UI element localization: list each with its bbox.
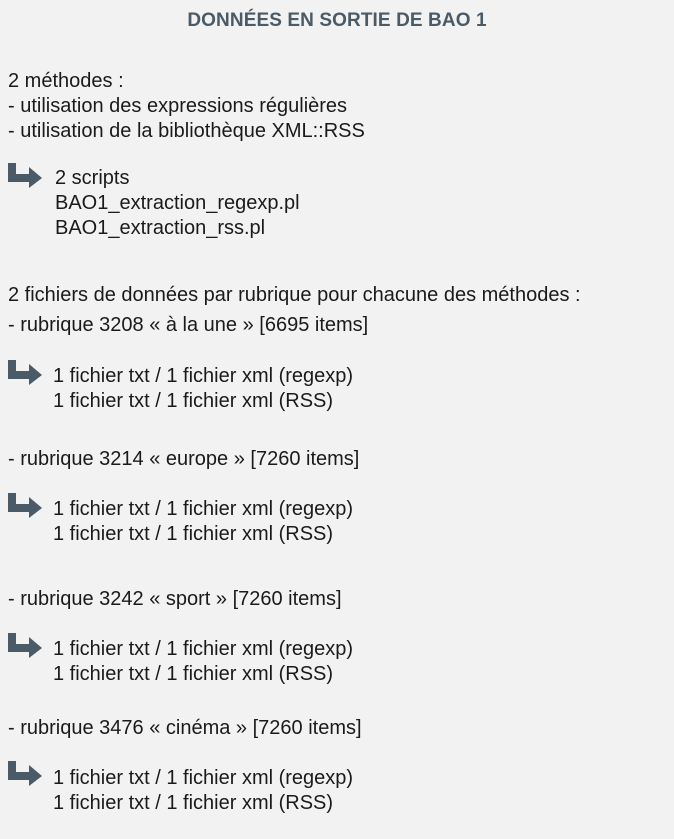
arrow-return-right-icon [7,359,43,385]
methods-heading: 2 méthodes : [8,70,124,92]
arrow-return-right-icon [7,760,43,786]
files-heading: 2 fichiers de données par rubrique pour chacune des méthodes : [8,284,581,306]
rubrique-3242-file-regexp: 1 fichier txt / 1 fichier xml (regexp) [53,638,354,660]
method-item-xml-rss: - utilisation de la bibliothèque XML::RSS [8,120,365,142]
arrow-return-right-icon [7,632,43,658]
rubrique-3208-label: - rubrique 3208 « à la une » [6695 items] [8,314,369,336]
script-regexp-filename: BAO1_extraction_regexp.pl [55,192,300,214]
page-title: DONNÉES EN SORTIE DE BAO 1 [187,10,487,31]
arrow-return-right-icon [7,162,43,188]
script-rss-filename: BAO1_extraction_rss.pl [55,217,266,239]
rubrique-3214-file-regexp: 1 fichier txt / 1 fichier xml (regexp) [53,498,354,520]
rubrique-3214-label: - rubrique 3214 « europe » [7260 items] [8,448,360,470]
arrow-return-right-icon [7,492,43,518]
rubrique-3476-label: - rubrique 3476 « cinéma » [7260 items] [8,717,362,739]
rubrique-3242-file-rss: 1 fichier txt / 1 fichier xml (RSS) [53,663,334,685]
rubrique-3242-label: - rubrique 3242 « sport » [7260 items] [8,588,342,610]
method-item-regex: - utilisation des expressions régulières [8,95,348,117]
scripts-count: 2 scripts [55,167,130,189]
rubrique-3214-file-rss: 1 fichier txt / 1 fichier xml (RSS) [53,523,334,545]
rubrique-3476-file-regexp: 1 fichier txt / 1 fichier xml (regexp) [53,767,354,789]
rubrique-3208-file-regexp: 1 fichier txt / 1 fichier xml (regexp) [53,365,354,387]
rubrique-3208-file-rss: 1 fichier txt / 1 fichier xml (RSS) [53,390,334,412]
rubrique-3476-file-rss: 1 fichier txt / 1 fichier xml (RSS) [53,792,334,814]
